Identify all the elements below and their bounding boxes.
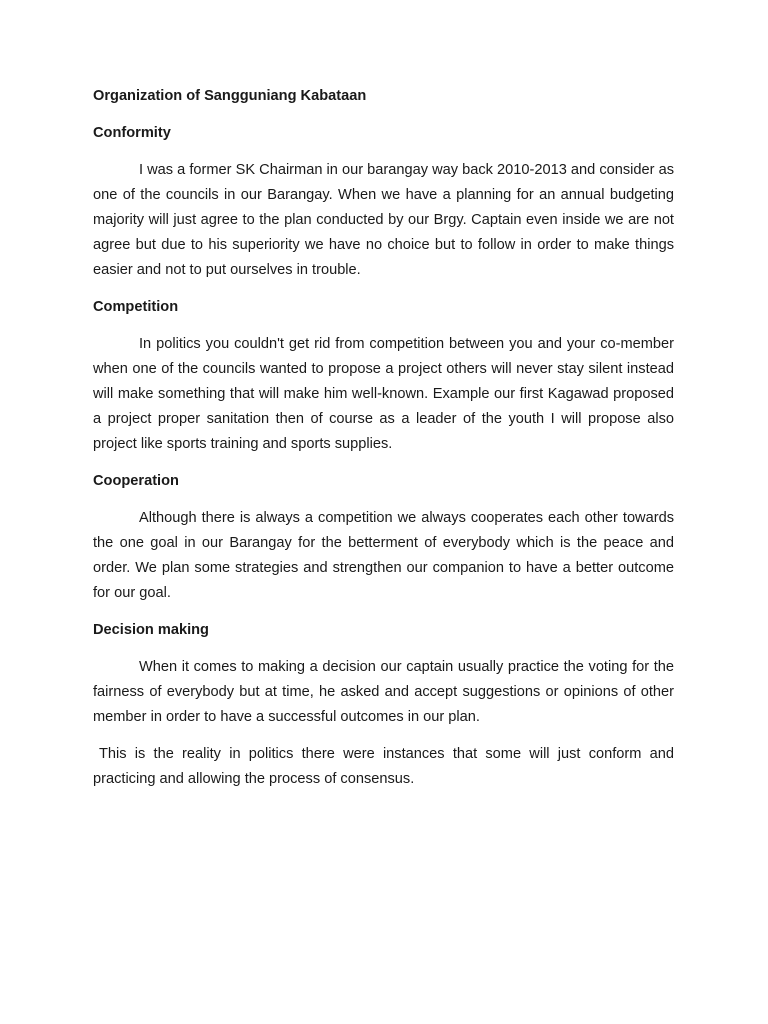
section-body-conformity: I was a former SK Chairman in our barangay way back 2010-2013 and consider as one of the councils in our Barangay. When we have a planning for an annual budgeting majority will just agree to the plan conducted by our Brgy. Captain even inside we are not agree but due to his superiority we have no choice but to follow in order to make things easier and not to put ourselves in trouble. <box>93 162 674 278</box>
document-page <box>93 84 674 792</box>
closing-paragraph: This is the reality in politics there were instances that some will just conform and practicing and allowing the process of consensus. <box>93 746 674 787</box>
document-title: Organization of Sangguniang Kabataan <box>93 88 367 104</box>
section-body-competition: In politics you couldn't get rid from competition between you and your co-member when one of the councils wanted to propose a project others will never stay silent instead will make something that will make him well-known. Example our first Kagawad proposed a project proper sanitation then of course as a leader of the youth I will propose also project like sports training and sports supplies. <box>93 336 674 452</box>
section-body-cooperation: Although there is always a competition we always cooperates each other towards the one goal in our Barangay for the betterment of everybody which is the peace and order. We plan some strategies and strengthen our companion to have a better outcome for our goal. <box>93 510 674 601</box>
section-heading-cooperation: Cooperation <box>93 473 179 489</box>
section-body-decision-making: When it comes to making a decision our captain usually practice the voting for the fairness of everybody but at time, he asked and accept suggestions or opinions of other member in order to have a successful outcomes in our plan. <box>93 659 674 725</box>
section-heading-conformity: Conformity <box>93 125 171 141</box>
section-heading-decision-making: Decision making <box>93 622 209 638</box>
section-heading-competition: Competition <box>93 299 179 315</box>
